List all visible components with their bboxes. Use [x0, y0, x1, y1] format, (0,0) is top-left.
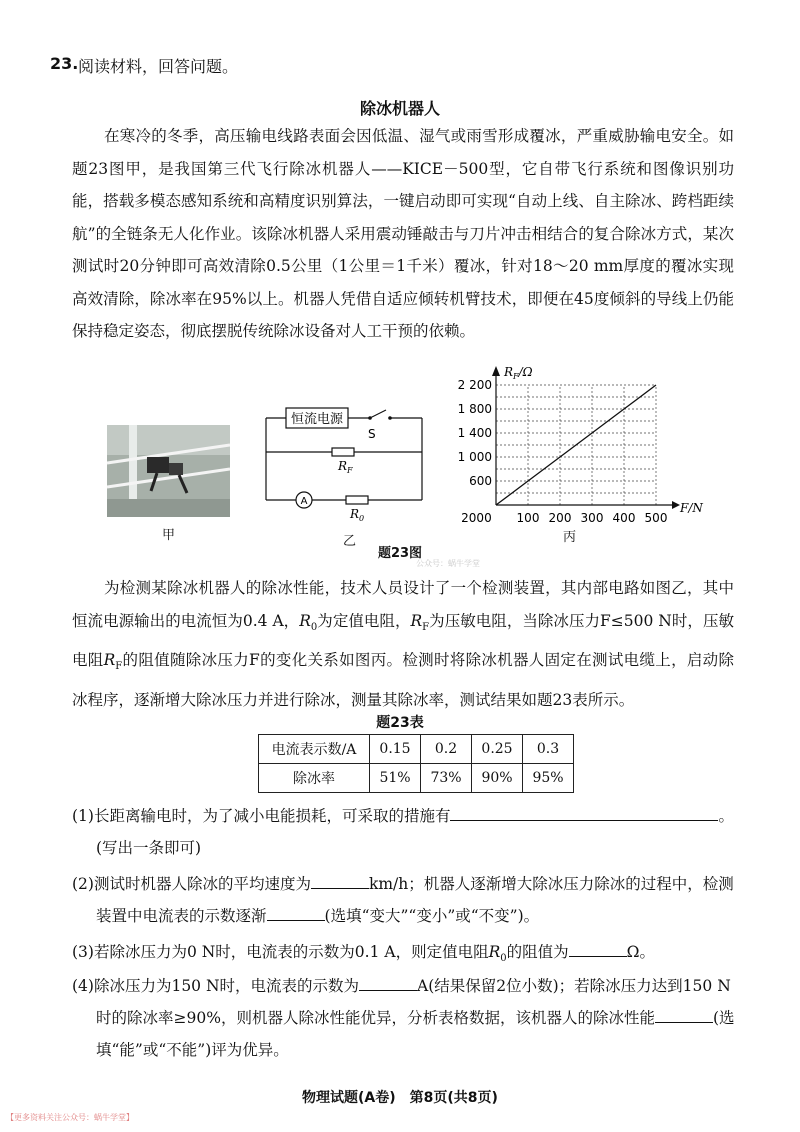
y-axis-label: $R_F/\Omega$: [504, 365, 533, 381]
page-footer: 物理试题(A卷) 第8页(共8页): [302, 1090, 498, 1106]
answer-blank-4a[interactable]: [359, 976, 417, 991]
source-label: 恒流电源: [290, 412, 344, 427]
article-paragraph-2: 为检测某除冰机器人的除冰性能，技术人员设计了一个检测装置，其内部电路如图乙，其中恒流电源输出的电流恒为0.4 A，$R_0$为定值电阻，$R_F$为压敏电阻，当除冰压力F≤500 N时，压敏电阻$R_F$的阻值随除冰压力F的变化关系如图丙。检测时将除冰机器人固定在测试电缆上，启动除冰程序，逐渐增大除冰压力并进行除冰，测量其除冰率，测试结果如题23表所示。: [72, 579, 734, 709]
table-cell: 51%: [370, 764, 421, 793]
x-tick-label: 300: [580, 511, 604, 525]
x-tick-label: 400: [612, 511, 636, 525]
table-row: [259, 735, 574, 764]
rf-label: $R_F$: [338, 459, 353, 475]
y-tick-label: 1 000: [457, 450, 492, 464]
switch-s: [370, 410, 386, 418]
rf-force-graph: [444, 362, 714, 534]
table-title: 题23表: [376, 715, 424, 731]
table-cell: 95%: [523, 764, 574, 793]
x-axis-label: F/N: [680, 501, 703, 515]
table-cell: 73%: [421, 764, 472, 793]
label-jia: 甲: [162, 528, 176, 543]
x-tick-label: 100: [516, 511, 540, 525]
table-cell: 0.3: [523, 735, 574, 764]
side-note: 【更多资料关注公众号：蜗牛学堂】: [6, 1113, 134, 1122]
question-1: (1)长距离输电时，为了减小电能损耗，可采取的措施有 。: [72, 807, 734, 825]
article-paragraph-1: 在寒冷的冬季，高压输电线路表面会因低温、湿气或雨雪形成覆冰，严重威胁输电安全。如题23图甲，是我国第三代飞行除冰机器人——KICE－500型，它自带飞行系统和图像识别功能，搭载多模态感知系统和高精度识别算法，一键启动即可实现“自动上线、自主除冰、跨档距续航”的全链条无人化作业。该除冰机器人采用震动锤敲击与刀片冲击相结合的复合除冰方式，某次测试时20分钟即可高效清除0.5公里（1公里＝1千米）覆冰，针对18～20 mm厚度的覆冰实现高效清除，除冰率在95%以上。机器人凭借自适应倾转机臂技术，即便在45度倾斜的导线上仍能保持稳定姿态，彻底摆脱传统除冰设备对人工干预的依赖。: [72, 127, 734, 340]
answer-blank-2b[interactable]: [267, 906, 325, 921]
answer-blank-3[interactable]: [569, 942, 627, 957]
question-4: (4)除冰压力为150 N时，电流表的示数为 A(结果保留2位小数)；若除冰压力达到150 N: [72, 977, 731, 995]
table-cell: 除冰率: [259, 764, 370, 793]
answer-blank-2a[interactable]: [311, 874, 369, 889]
question-4-cont: 时的除冰率≥90%，则机器人除冰性能优异，分析表格数据，该机器人的除冰性能 (选: [96, 1009, 735, 1027]
table-cell: 90%: [472, 764, 523, 793]
question-3: (3)若除冰压力为0 N时，电流表的示数为0.1 A，则定值电阻$R_0$的阻值为 Ω。: [72, 943, 656, 965]
x-axis-arrow: [672, 501, 680, 509]
table-cell: 0.25: [472, 735, 523, 764]
question-number: 23.: [50, 54, 79, 73]
r0-label: $R_0$: [350, 507, 365, 523]
question-4-end: 填“能”或“不能”)评为优异。: [96, 1041, 289, 1059]
y-tick-label: 1 800: [457, 402, 492, 416]
question-2: (2)测试时机器人除冰的平均速度为 km/h；机器人逐渐增大除冰压力除冰的过程中，检测: [72, 875, 734, 893]
circuit-diagram: [262, 404, 432, 526]
watermark: 公众号：蜗牛学堂: [416, 559, 480, 568]
results-table: [258, 734, 574, 793]
label-yi: 乙: [343, 534, 357, 549]
answer-blank-4b[interactable]: [655, 1008, 713, 1023]
table-cell: 0.2: [421, 735, 472, 764]
resistor-r0: [346, 496, 368, 504]
question-2-cont: 装置中电流表的示数逐渐 (选填“变大”“变小”或“不变”)。: [96, 907, 540, 925]
question-1-note: (写出一条即可): [96, 839, 202, 857]
question-prompt: 阅读材料，回答问题。: [78, 57, 239, 76]
y-axis-arrow: [492, 366, 500, 376]
article-title: 除冰机器人: [359, 99, 440, 118]
table-cell: 电流表示数/A: [259, 735, 370, 764]
label-bing: 丙: [563, 530, 577, 545]
robot-photo: [107, 425, 230, 517]
x-tick-label: 0: [484, 511, 492, 525]
ammeter-label: A: [300, 496, 308, 507]
y-tick-label: 2 200: [457, 378, 492, 392]
y-tick-label: 1 400: [457, 426, 492, 440]
table-row: [259, 764, 574, 793]
x-tick-label: 500: [644, 511, 668, 525]
y-tick-label: 600: [469, 474, 492, 488]
switch-label: S: [368, 427, 376, 441]
y-tick-label: 200: [461, 511, 484, 525]
x-tick-label: 200: [548, 511, 572, 525]
figure-caption: 题23图: [377, 546, 423, 561]
resistor-rf: [332, 448, 354, 456]
answer-blank-1[interactable]: [450, 806, 718, 821]
table-cell: 0.15: [370, 735, 421, 764]
